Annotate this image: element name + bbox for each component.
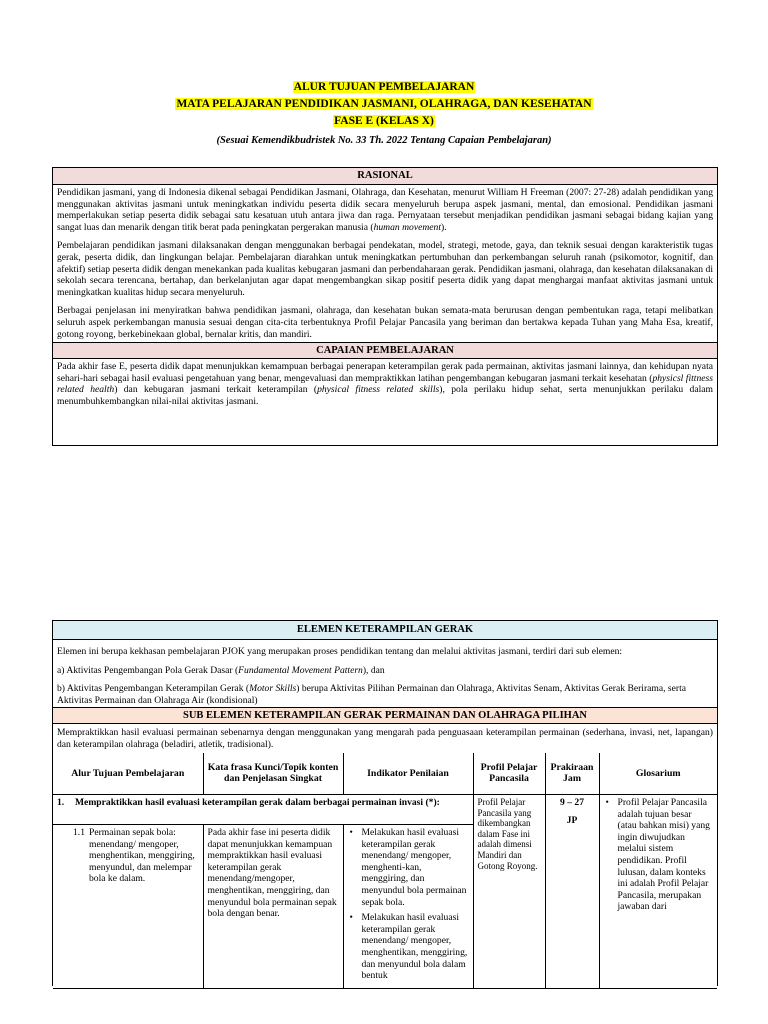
- tujuan-1-cell: 1. Mempraktikkan hasil evaluasi keterampilan gerak dalam berbagai permainan invasi (*):: [53, 795, 473, 825]
- col-header-indikator: Indikator Penilaian: [343, 753, 473, 795]
- elemen-sub-b: b) Aktivitas Pengembangan Keterampilan Gerak (Motor Skills) berupa Aktivitas Pilihan Permainan dan Olahraga, Aktivitas Senam, Aktivitas Gerak Berirama, serta Aktivitas Permainan dan Olahraga Air (kondisional): [57, 683, 687, 706]
- col-header-glosarium: Glosarium: [599, 753, 717, 795]
- capaian-heading: CAPAIAN PEMBELAJARAN: [53, 342, 717, 359]
- doc-subtitle: (Sesuai Kemendikbudristek No. 33 Th. 2022 Tentang Capaian Pembelajaran): [216, 135, 552, 146]
- rasional-paragraph-3: Berbagai penjelasan ini menyiratkan bahwa pendidikan jasmani, olahraga, dan kesehatan bukan semata-mata berurusan dengan pembentukan raga, tetapi melibatkan seluruh aspek perkembangan manusia sesuai dengan cita-cita terbentuknya Profil Pelajar Pancasila yang beriman dan bertakwa kepada Tuhan yang Maha Esa, kreatif, gotong royong, berkebinekaan global, bernalar kritis, dan mandiri.: [57, 305, 713, 340]
- indikator-item: • Melakukan hasil evaluasi keterampilan gerak menendang/ mengoper, menghenti-kan, menggiring, dan menyundul bola permainan sepak bola.: [348, 827, 469, 908]
- capaian-paragraph: Pada akhir fase E, peserta didik dapat menunjukkan kemampuan berbagai penerapan keterampilan gerak pada permainan, aktivitas jasmani lainnya, dan kehidupan nyata sehari-hari sebagai hasil evaluasi pengetahuan yang benar, mengevaluasi dan mempraktikkan latihan pengembangan kebugaran jasmani terkait kesehatan (physicsl fittness related health) dan kebugaran jasmani terkait keterampilan (physical fitness related skills), pola perilaku hidup sehat, serta menunjukkan perilaku dalam menumbuhkembangkan nilai-nilai aktivitas jasmani.: [57, 361, 713, 407]
- indikator-item: • Melakukan hasil evaluasi keterampilan gerak menendang/ mengoper, menghentikan, menggiring, dan menyundul bola dalam bentuk: [348, 912, 469, 982]
- rasional-capaian-box: [52, 167, 718, 446]
- rasional-paragraph-2: Pembelajaran pendidikan jasmani dilaksanakan dengan menggunakan berbagai pendekatan, model, strategi, metode, gaya, dan teknik sesuai dengan karakteristik tugas gerak, peserta didik, dan lingkungan belajar. Pembelajaran diarahkan untuk meningkatkan pertumbuhan dan perkembangan seluruh ranah (psikomotor, kognitif, dan afektif) setiap peserta didik dengan menekankan pada kualitas kebugaran jasmani dan perbendaharaan gerak. Pendidikan jasmani, olahraga, dan kesehatan dilaksanakan di sekolah secara terencana, bertahap, dan berkelanjutan agar dapat mengembangkan sikap positif peserta didik yang dapat menghargai manfaat aktivitas jasmani untuk meningkatkan kualitas hidup secara menyeluruh.: [57, 240, 713, 298]
- table-row: [53, 795, 717, 825]
- kata-frasa-cell: Pada akhir fase ini peserta didik dapat menunjukkan kemampuan mempraktikkan hasil evaluasi keterampilan gerak menendang/mengoper, menghentikan, menggiring, dan menyundul bola permainan sepak bola dengan benar.: [203, 825, 343, 989]
- rasional-heading: RASIONAL: [53, 168, 717, 185]
- elemen-intro: Elemen ini berupa kekhasan pembelajaran PJOK yang merupakan proses pendidikan tentang dan melalui aktivitas jasmani, terdiri dari sub elemen:: [57, 646, 623, 657]
- doc-title-line3: FASE E (KELAS X): [334, 115, 434, 127]
- indikator-cell: [343, 825, 473, 989]
- glosarium-item: • Profil Pelajar Pancasila adalah tujuan besar (atau bahkan misi) yang ingin diwujudkan melalui sistem pendidikan. Profil lulusan, dalam konteks ini adalah Profil Pelajar Pancasila, merupakan jawaban dari: [604, 797, 714, 913]
- glosarium-cell: [599, 795, 717, 989]
- sub-elemen-heading: SUB ELEMEN KETERAMPILAN GERAK PERMAINAN DAN OLAHRAGA PILIHAN: [53, 707, 717, 724]
- elemen-box: [52, 620, 718, 986]
- elemen-sub-a: a) Aktivitas Pengembangan Pola Gerak Dasar (Fundamental Movement Pattern), dan: [57, 664, 385, 676]
- col-header-kata-frasa: Kata frasa Kunci/Topik konten dan Penjelasan Singkat: [203, 753, 343, 795]
- profil-cell: Profil Pelajar Pancasila yang dikembangkan dalam Fase ini adalah dimensi Mandiri dan Gotong Royong.: [473, 795, 545, 989]
- table-header-row: [53, 753, 717, 795]
- doc-title-line1: ALUR TUJUAN PEMBELAJARAN: [293, 81, 475, 93]
- col-header-prakiraan-jam: Prakiraan Jam: [545, 753, 599, 795]
- col-header-alur: Alur Tujuan Pembelajaran: [53, 753, 203, 795]
- doc-title-line2: MATA PELAJARAN PENDIDIKAN JASMANI, OLAHRAGA, DAN KESEHATAN: [176, 98, 592, 110]
- prakiraan-jam-cell: 9 – 27 JP: [545, 795, 599, 989]
- tujuan-1-1-cell: 1.1 Permainan sepak bola: menendang/ mengoper, menghentikan, menggiring, menyundul, dan melempar bola ke dalam.: [53, 825, 203, 989]
- col-header-profil: Profil Pelajar Pancasila: [473, 753, 545, 795]
- rasional-paragraph-1: Pendidikan jasmani, yang di Indonesia dikenal sebagai Pendidikan Jasmani, Olahraga, dan Kesehatan, menurut William H Freeman (2007: 27-28) adalah pendidikan yang menggunakan aktivitas jasmani untuk meningkatkan individu peserta didik secara menyeluruh berupa aspek jasmani, mental, dan emosional. Pendidikan jasmani memperlakukan setiap peserta didik sebagai satu kesatuan utuh antara jiwa dan raga. Pernyataan tersebut menjadikan pendidikan jasmani sebagai bidang kajian yang sangat luas dan menarik dengan titik berat pada peningkatan pergerakan manusia (human movement).: [57, 187, 713, 233]
- atp-table: [53, 753, 717, 989]
- elemen-heading: ELEMEN KETERAMPILAN GERAK: [53, 621, 717, 640]
- sub-elemen-desc: Mempraktikkan hasil evaluasi permainan sebenarnya dengan menggunakan yang mengarah pada penguasaan keterampilan permainan (sederhana, invasi, net, lapangan) dan keterampilan olahraga (beladiri, atletik, tradisional).: [57, 727, 713, 750]
